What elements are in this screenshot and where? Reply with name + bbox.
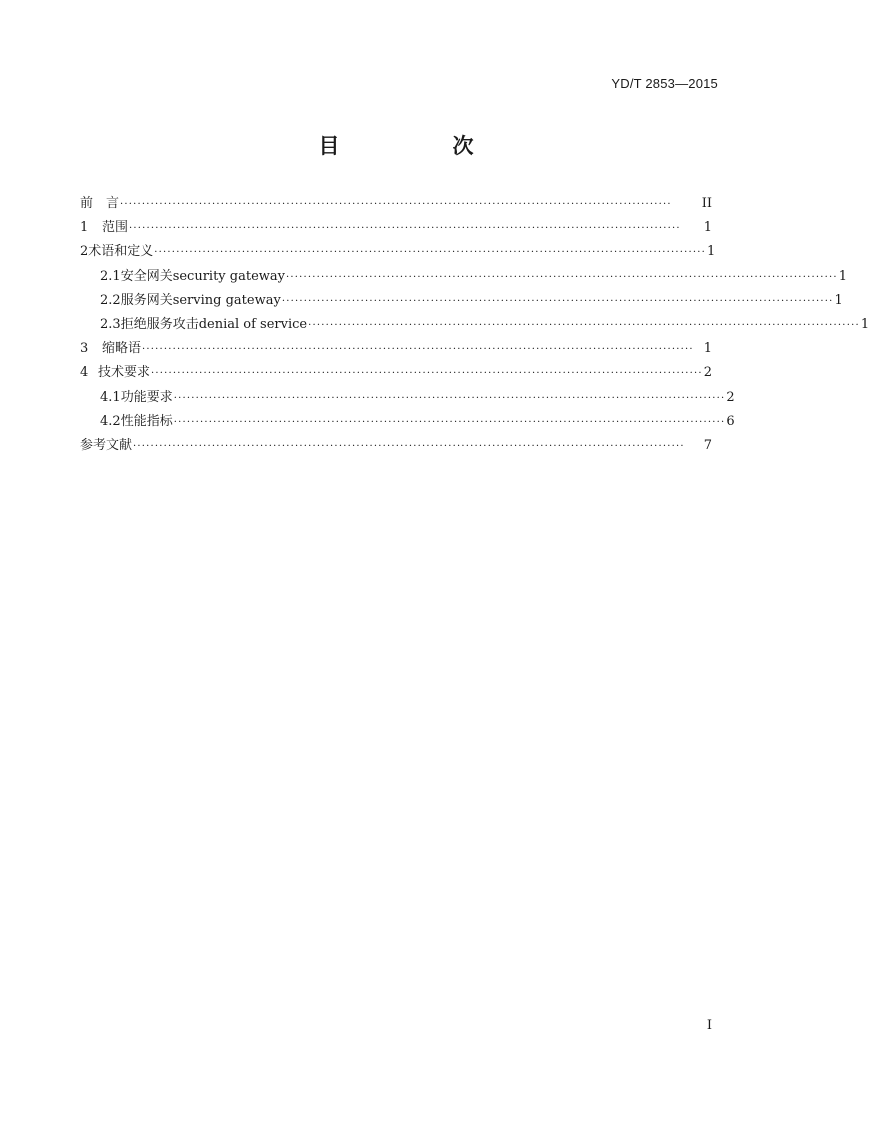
toc-entry-number: 4 [80,365,89,381]
toc-entry-label: 服务网关serving gateway [120,292,281,308]
toc-entry-abbreviations[interactable] [80,337,712,361]
toc-entry-scope[interactable] [80,216,712,240]
toc-entry-label: 功能要求 [120,389,173,405]
toc-leader-dots: ······························································································································ [281,295,834,307]
toc-leader-dots: ······························································································································ [142,344,694,356]
toc-entry-page: 1 [860,316,869,332]
toc-entry-label: 范围 [102,220,129,236]
toc-entry-page: 1 [834,292,843,308]
toc-leader-dots: ······························································································································ [133,440,685,452]
toc-entry-number: 2 [80,244,89,260]
toc-entry-page: 1 [703,341,712,357]
toc-entry-denial-of-service[interactable] [80,313,869,337]
toc-entry-label: 拒绝服务攻击denial of service [120,316,308,332]
toc-leader-dots: ······························································································································ [151,368,703,380]
toc-entry-page: 2 [703,365,712,381]
toc-entry-label: 安全网关security gateway [120,268,285,284]
toc-leader-dots: ······························································································································ [129,223,681,235]
toc-entry-label: 技术要求 [97,365,150,381]
toc-entry-preface[interactable] [80,192,712,216]
toc-leader-dots: ······························································································································ [173,416,726,428]
toc-entry-page: 1 [838,268,847,284]
toc-entry-performance-indicators[interactable] [80,410,735,434]
toc-entry-label: 缩略语 [102,341,142,357]
toc-entry-number: 4.1 [100,389,121,405]
toc-entry-technical-requirements[interactable] [80,361,712,385]
toc-leader-dots: ······························································································································ [286,271,838,283]
toc-entry-number: 2.2 [100,292,121,308]
toc-entry-label: 术语和定义 [88,244,154,260]
toc-leader-dots: ······························································································································ [173,392,726,404]
toc-entry-page: II [701,196,712,211]
toc-leader-dots: ······························································································································ [154,247,707,259]
toc-entry-serving-gateway[interactable] [80,289,843,313]
toc-entry-security-gateway[interactable] [80,265,847,289]
toc-entry-number: 2.3 [100,316,121,332]
page-number: I [706,1018,712,1033]
toc-leader-dots: ······························································································································ [120,199,672,210]
toc-entry-page: 2 [726,389,735,405]
toc-entry-label: 前 言 [80,196,120,211]
toc-entry-page: 1 [707,244,716,260]
document-code: YD/T 2853—2015 [611,76,718,91]
toc-entry-number: 4.2 [100,413,121,429]
toc-entry-number: 3 [80,341,89,357]
toc-entry-references[interactable] [80,434,712,458]
toc-entry-number: 2.1 [100,268,121,284]
table-of-contents [80,192,869,458]
page-title: 目 次 [318,134,520,158]
toc-entry-functional-requirements[interactable] [80,386,735,410]
toc-entry-page: 1 [703,220,712,236]
toc-entry-page: 6 [726,413,735,429]
toc-leader-dots: ······························································································································ [308,319,860,331]
toc-entry-number: 1 [80,220,89,236]
toc-entry-label: 性能指标 [120,413,173,429]
toc-entry-page: 7 [703,437,712,453]
toc-entry-terms[interactable] [80,240,716,264]
toc-entry-label: 参考文献 [80,437,133,453]
